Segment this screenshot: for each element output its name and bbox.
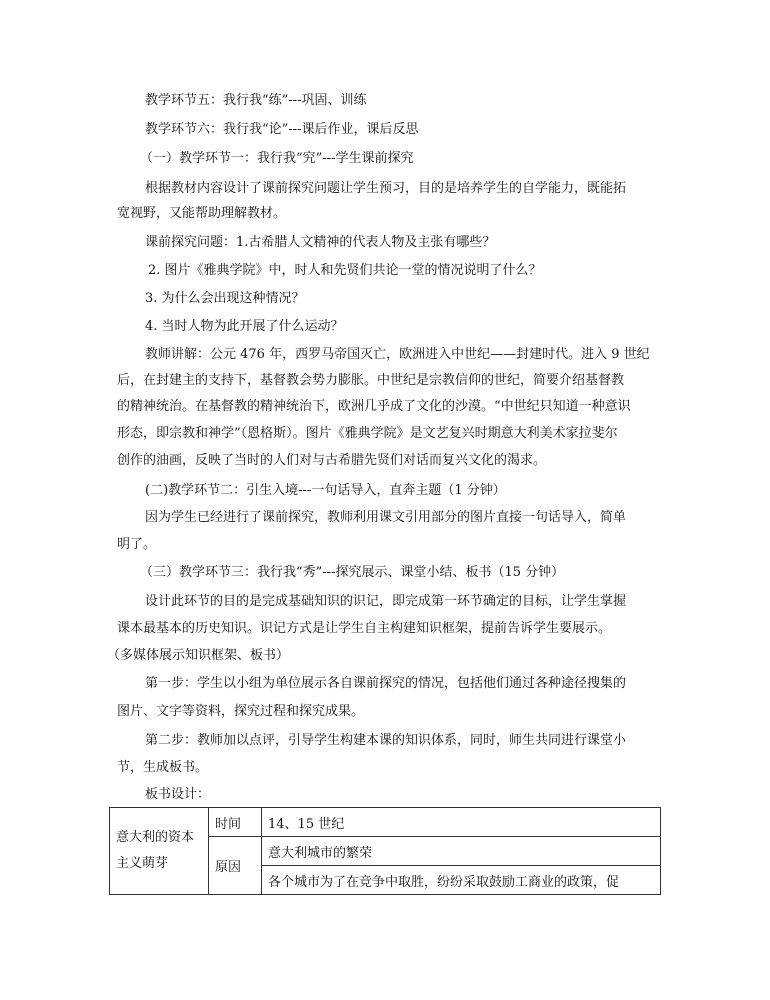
- table-cell-topic: [110, 808, 209, 895]
- section-heading-one: （一）教学环节一：我行我“究”---学生课前探究: [140, 151, 414, 166]
- table-cell-time-label: 时间: [209, 808, 262, 837]
- question-one: 课前探究问题：1.古希腊人文精神的代表人物及主张有哪些？: [145, 235, 496, 250]
- paragraph-step-five: 教学环节五：我行我“练”---巩固、训练: [145, 93, 367, 108]
- paragraph-line: 形态，即宗教和神学”（恩格斯）。图片《雅典学院》是文艺复兴时期意大利美术家拉斐尔: [117, 426, 618, 441]
- paragraph-line: 图片、文字等资料，探究过程和探究成果。: [117, 704, 365, 719]
- board-design-table: [109, 807, 661, 895]
- section-heading-three: （三）教学环节三：我行我“秀”---探究展示、课堂小结、板书（15 分钟）: [140, 565, 565, 580]
- topic-line: 意大利的资本: [116, 830, 195, 845]
- paragraph-line: 第二步：教师加以点评，引导学生构建本课的知识体系，同时，师生共同进行课堂小: [145, 733, 627, 748]
- section-heading-two: (二)教学环节二：引生入境---一句话导入，直奔主题（1 分钟）: [145, 483, 506, 498]
- table-cell-reason: 意大利城市的繁荣: [262, 837, 661, 866]
- question-two: 2. 图片《雅典学院》中，时人和先贤们共论一堂的情况说明了什么？: [148, 263, 542, 278]
- paragraph-line: （多媒体展示知识框架、板书）: [107, 648, 290, 663]
- table-row: [110, 808, 661, 837]
- topic-line: 主义萌芽: [116, 856, 169, 871]
- table-cell-reason: 各个城市为了在竞争中取胜，纷纷采取鼓励工商业的政策，促: [262, 866, 661, 895]
- paragraph-line: 明了。: [117, 537, 157, 552]
- paragraph-line: 教师讲解：公元 476 年，西罗马帝国灭亡，欧洲进入中世纪——封建时代。进入 9 世纪: [145, 347, 650, 362]
- board-design-label: 板书设计：: [145, 787, 211, 802]
- paragraph-step-six: 教学环节六：我行我“论”---课后作业，课后反思: [145, 122, 419, 137]
- question-four: 4. 当时人物为此开展了什么运动？: [145, 319, 344, 334]
- paragraph-line: 后，在封建主的支持下，基督教会势力膨胀。中世纪是宗教信仰的世纪，简要介绍基督教: [117, 373, 625, 388]
- paragraph-line: 节，生成板书。: [117, 760, 209, 775]
- table-cell-reason-label: 原因: [209, 837, 262, 895]
- paragraph-line: 因为学生已经进行了课前探究，教师利用课文引用部分的图片直接一句话导入，简单: [145, 510, 627, 525]
- paragraph-line: 第一步：学生以小组为单位展示各自课前探究的情况，包括他们通过各种途径搜集的: [145, 676, 627, 691]
- paragraph-line: 课本最基本的历史知识。识记方式是让学生自主构建知识框架，提前告诉学生要展示。: [117, 621, 612, 636]
- paragraph-line: 根据教材内容设计了课前探究问题让学生预习，目的是培养学生的自学能力，既能拓: [145, 181, 627, 196]
- question-three: 3. 为什么会出现这种情况？: [145, 291, 305, 306]
- paragraph-line: 创作的油画，反映了当时的人们对与古希腊先贤们对话而复兴文化的渴求。: [117, 453, 547, 468]
- paragraph-line: 设计此环节的目的是完成基础知识的识记，即完成第一环节确定的目标，让学生掌握: [145, 594, 627, 609]
- table-cell-time-value: 14、15 世纪: [262, 808, 661, 837]
- paragraph-line: 宽视野，又能帮助理解教材。: [117, 206, 287, 221]
- paragraph-line: 的精神统治。在基督教的精神统治下，欧洲几乎成了文化的沙漠。“中世纪只知道一种意识: [117, 399, 631, 414]
